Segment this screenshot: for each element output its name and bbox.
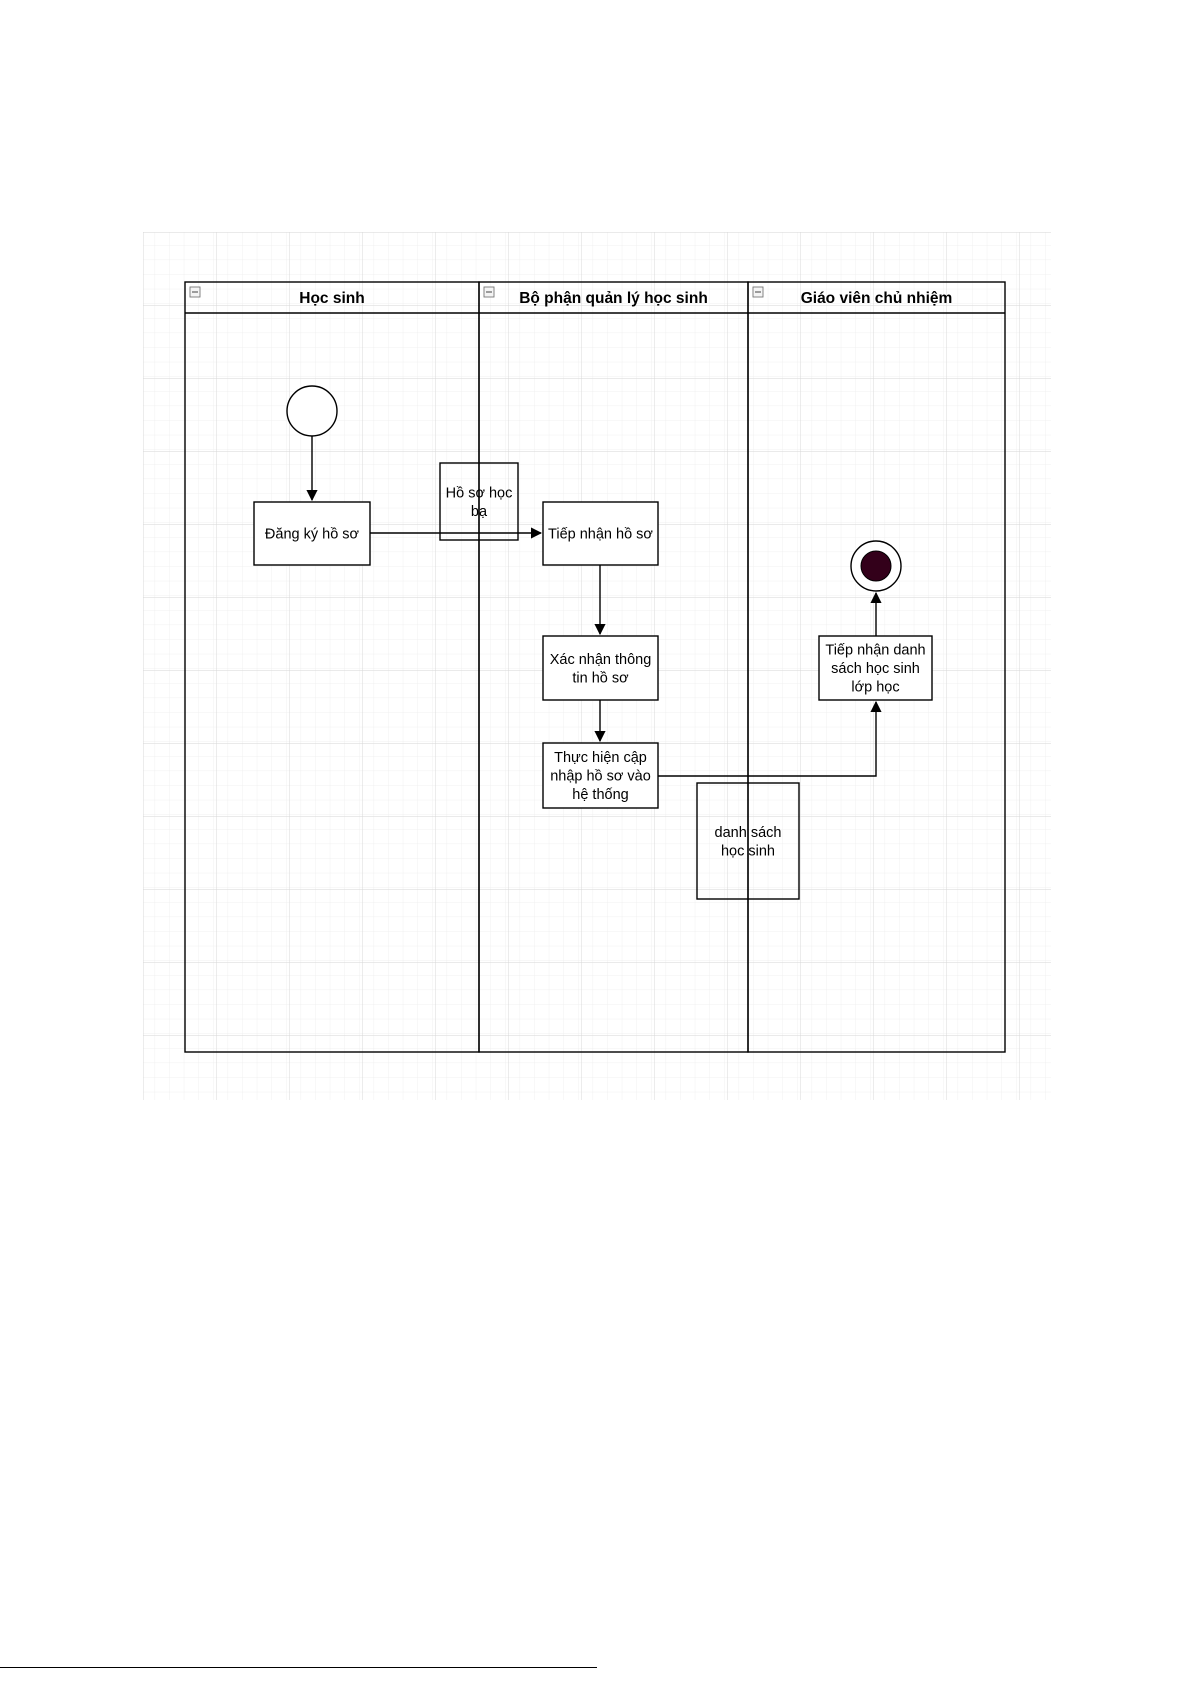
action-label-line: Đăng ký hồ sơ: [264, 526, 360, 543]
collapse-icon[interactable]: [753, 287, 763, 297]
object-label-line: học sinh: [720, 843, 776, 860]
action-label-line: tin hồ sơ: [572, 670, 629, 687]
action-box: [543, 636, 658, 700]
action-node-tiep-nhan: [543, 502, 658, 565]
swimlane-title-gv: Giáo viên chủ nhiệm: [800, 290, 953, 307]
action-label-line: Thực hiện cập: [554, 750, 647, 766]
action-node-dang-ky: [254, 502, 370, 565]
object-label-line: Hồ sơ học: [445, 485, 513, 502]
action-label-line: hệ thống: [572, 787, 629, 803]
action-node-tiep-nhan-ds: [819, 636, 932, 700]
action-label-line: lớp học: [851, 679, 900, 696]
action-node-cap-nhap: [543, 743, 658, 808]
action-label-line: sách học sinh: [831, 661, 920, 677]
footer-rule: [0, 1667, 597, 1668]
collapse-icon[interactable]: [190, 287, 200, 297]
swimlane-title-hs: Học sinh: [299, 290, 365, 307]
object-label-line: danh sách: [714, 824, 782, 841]
action-node-xac-nhan: [543, 636, 658, 700]
action-label-line: Xác nhận thông: [549, 651, 652, 668]
initial-node: [287, 386, 337, 436]
object-label-line: bạ: [470, 503, 488, 520]
action-label-line: nhập hồ sơ vào: [550, 768, 651, 785]
collapse-icon[interactable]: [484, 287, 494, 297]
final-node: [851, 541, 901, 591]
swimlane-title-bp: Bộ phận quản lý học sinh: [519, 290, 708, 307]
action-label-line: Tiếp nhận danh: [825, 642, 926, 659]
action-label-line: Tiếp nhận hồ sơ: [548, 526, 653, 543]
